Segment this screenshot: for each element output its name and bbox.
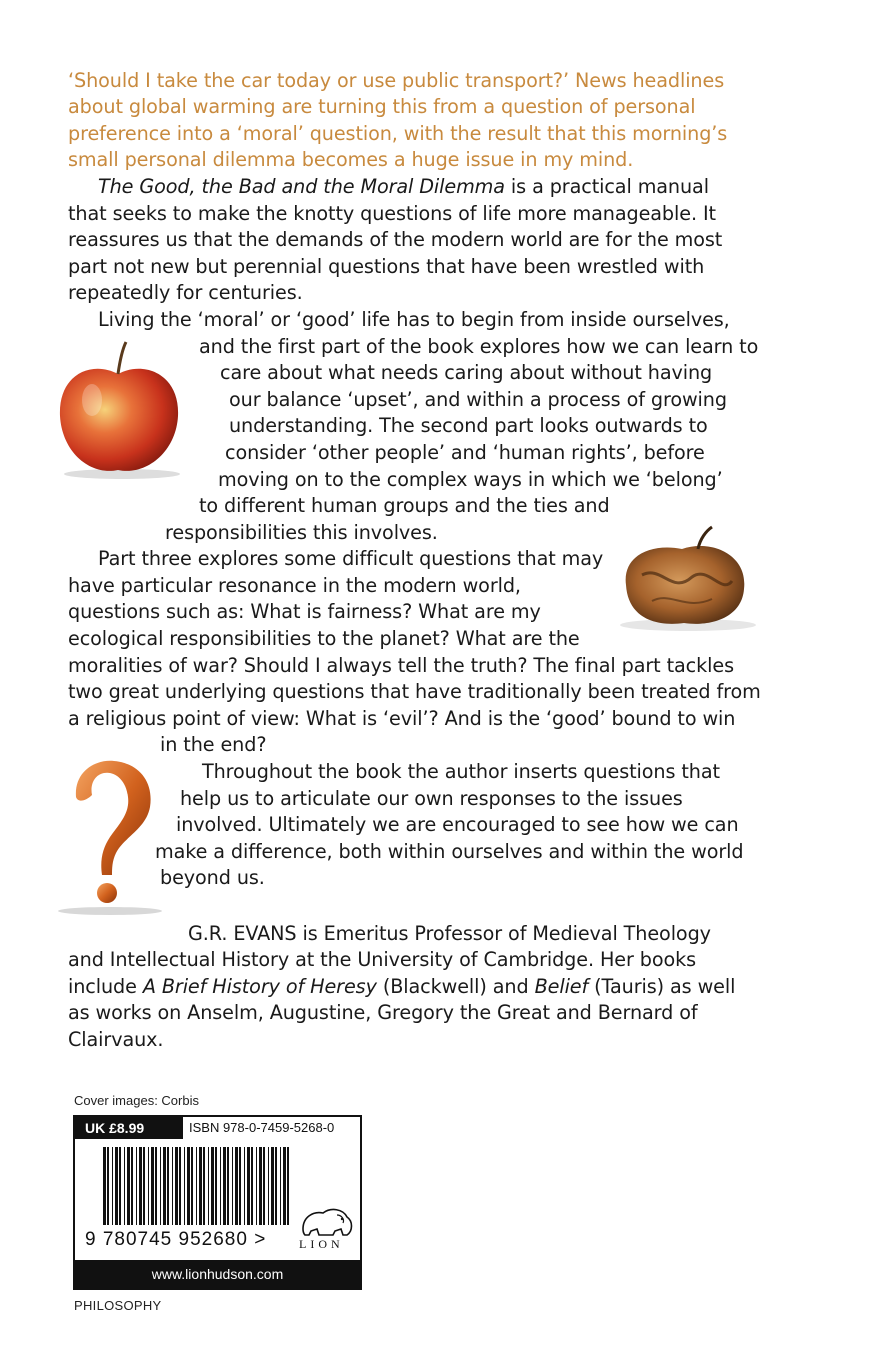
barcode-bar	[191, 1147, 193, 1225]
barcode-bar	[251, 1147, 253, 1225]
barcode-bar	[167, 1147, 169, 1225]
barcode-bar	[179, 1147, 181, 1225]
barcode-bar	[163, 1147, 166, 1225]
p3-line: ecological responsibilities to the planet? What are the	[68, 627, 580, 650]
p3-line: questions such as: What is fairness? What are my	[68, 600, 541, 623]
price-label: UK £8.99	[75, 1117, 183, 1139]
barcode-bar	[103, 1147, 106, 1225]
p4-line: help us to articulate our own responses to the issues	[180, 787, 683, 810]
barcode-bar	[136, 1147, 137, 1225]
barcode-bar	[247, 1147, 250, 1225]
barcode-bar	[143, 1147, 145, 1225]
barcode-bar	[220, 1147, 221, 1225]
p4-line: Throughout the book the author inserts questions that	[202, 760, 720, 783]
p4-line: involved. Ultimately we are encouraged to see how we can	[176, 813, 739, 836]
barcode-bar	[263, 1147, 265, 1225]
p1-line	[98, 174, 709, 201]
isbn-label: ISBN 978-0-7459-5268-0	[189, 1120, 335, 1135]
barcode-bar	[268, 1147, 269, 1225]
p1-line: reassures us that the demands of the modern world are for the most	[68, 228, 723, 251]
barcode-block	[73, 1115, 362, 1290]
barcode-bar	[283, 1147, 286, 1225]
cover-credit: Cover images: Corbis	[74, 1093, 199, 1108]
barcode-bar	[175, 1147, 178, 1225]
barcode-bar	[215, 1147, 217, 1225]
bio-text: (Blackwell) and	[376, 975, 535, 998]
p3-line: Part three explores some difficult questions that may	[98, 547, 604, 570]
barcode-bar	[151, 1147, 154, 1225]
bio-line	[68, 974, 735, 1001]
bio-line: and Intellectual History at the University of Cambridge. Her books	[68, 948, 697, 971]
p2-line: care about what needs caring about without having	[220, 361, 713, 384]
intro-line: ‘Should I take the car today or use public transport?’ News headlines	[68, 69, 725, 92]
barcode-bar	[107, 1147, 109, 1225]
intro-line: about global warming are turning this from a question of personal	[68, 95, 696, 118]
p1-line: part not new but perennial questions that have been wrestled with	[68, 255, 705, 278]
intro-line: preference into a ‘moral’ question, with the result that this morning’s	[68, 122, 728, 145]
barcode-bar	[127, 1147, 130, 1225]
barcode-bar	[203, 1147, 205, 1225]
p2-line: understanding. The second part looks outwards to	[229, 414, 708, 437]
barcode-bar	[115, 1147, 118, 1225]
p3-line: have particular resonance in the modern world,	[68, 574, 521, 597]
publisher-website: www.lionhudson.com	[75, 1260, 360, 1288]
p4-line: beyond us.	[160, 866, 265, 889]
barcode-bar	[139, 1147, 142, 1225]
barcode-bar	[287, 1147, 289, 1225]
bio-line: as works on Anselm, Augustine, Gregory the Great and Bernard of	[68, 1001, 698, 1024]
p2-line: to different human groups and the ties and	[199, 494, 610, 517]
barcode-bar	[184, 1147, 185, 1225]
p2-line: our balance ‘upset’, and within a process of growing	[229, 388, 727, 411]
p1-line: repeatedly for centuries.	[68, 281, 303, 304]
barcode-bar	[208, 1147, 209, 1225]
bio-text: (Tauris) as well	[588, 975, 736, 998]
barcode-bar	[155, 1147, 157, 1225]
bio-line: G.R. EVANS is Emeritus Professor of Medieval Theology	[188, 922, 711, 945]
p1-first-rest: is a practical manual	[504, 175, 709, 198]
barcode-bar	[232, 1147, 233, 1225]
bio-text: include	[68, 975, 143, 998]
p3-line: two great underlying questions that have traditionally been treated from	[68, 680, 761, 703]
category-label: PHILOSOPHY	[74, 1298, 162, 1313]
barcode-bar	[172, 1147, 173, 1225]
barcode-bar	[124, 1147, 125, 1225]
barcode-bar	[119, 1147, 121, 1225]
p2-line: and the first part of the book explores how we can learn to	[199, 335, 759, 358]
p3-line: in the end?	[160, 733, 267, 756]
apple-image	[52, 340, 184, 480]
barcode-bar	[239, 1147, 241, 1225]
barcode-bar	[223, 1147, 226, 1225]
book-title: The Good, the Bad and the Moral Dilemma	[98, 175, 505, 198]
barcode-bar	[196, 1147, 197, 1225]
intro-line: small personal dilemma becomes a huge issue in my mind.	[68, 148, 634, 171]
p2-line: moving on to the complex ways in which we ‘belong’	[218, 468, 723, 491]
barcode-bar	[259, 1147, 262, 1225]
barcode-bar	[280, 1147, 281, 1225]
barcode-bar	[199, 1147, 202, 1225]
barcode-bar	[256, 1147, 257, 1225]
barcode-bar	[131, 1147, 133, 1225]
question-mark-image	[52, 755, 162, 920]
barcode-bar	[148, 1147, 149, 1225]
barcode-bar	[244, 1147, 245, 1225]
barcode-digits: 9 780745 952680 >	[85, 1229, 267, 1250]
barcode-bar	[187, 1147, 190, 1225]
rotten-apple-image	[612, 525, 764, 635]
barcode-bar	[211, 1147, 214, 1225]
barcode-bar	[275, 1147, 277, 1225]
barcode-bar	[271, 1147, 274, 1225]
publisher-name: LION	[299, 1237, 344, 1251]
p4-line: make a difference, both within ourselves and within the world	[155, 840, 744, 863]
p1-line: that seeks to make the knotty questions of life more manageable. It	[68, 202, 716, 225]
p3-line: moralities of war? Should I always tell the truth? The final part tackles	[68, 654, 734, 677]
p3-line: a religious point of view: What is ‘evil’? And is the ‘good’ bound to win	[68, 707, 736, 730]
bio-line: Clairvaux.	[68, 1028, 164, 1051]
p2-line: Living the ‘moral’ or ‘good’ life has to begin from inside ourselves,	[98, 308, 730, 331]
barcode-bar	[160, 1147, 161, 1225]
barcode-bar	[227, 1147, 229, 1225]
bio-book-title: A Brief History of Heresy	[142, 975, 377, 998]
barcode-bar	[112, 1147, 113, 1225]
bio-book-title: Belief	[534, 975, 589, 998]
barcode-bar	[235, 1147, 238, 1225]
p2-line: consider ‘other people’ and ‘human rights’, before	[225, 441, 705, 464]
p2-line: responsibilities this involves.	[165, 521, 438, 544]
